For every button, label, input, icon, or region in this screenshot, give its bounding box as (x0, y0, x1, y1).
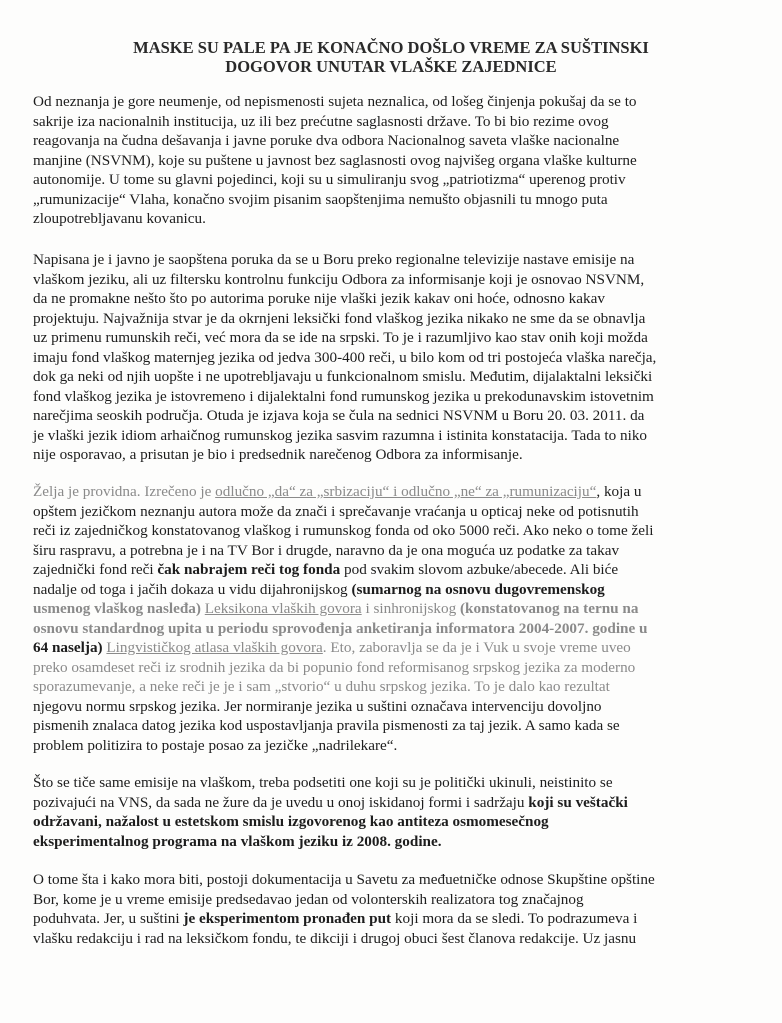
text-line: poduhvata. Jer, u suštini je eksperimentom pronađen put koji mora da se sledi. To podrazumeva i (33, 910, 638, 927)
text-line: održavani, nažalost u estetskom smislu izgovorenog kao antiteza osmomesečnog (33, 813, 549, 830)
text-line: projektuju. Najvažnija stvar je da okrnjeni leksički fond vlaškog jezika nikako ne sme da se obnavlja (33, 309, 646, 327)
text-line: sporazumevanje, a neke reči je je i sam „stvorio“ u duhu srpskog jezika. To je dalo kao rezultat (33, 678, 610, 695)
paragraph-4 (33, 773, 748, 851)
text-line: O tome šta i kako mora biti, postoji dokumentacija u Savetu za međuetničke odnose Skupštine opštine (33, 871, 655, 888)
underlined-phrase: Leksikona vlaških govora (204, 600, 362, 617)
text-line: „rumunizacije“ Vlaha, konačno svojim pisanim saopštenjima nemušto objasnili tu mnogo puta (33, 190, 608, 208)
bold-phrase: koji su veštački (528, 793, 628, 811)
text-line: Želja je providna. Izrečeno je odlučno „da“ za „srbizaciju“ i odlučno „ne“ za „rumunizaciju“, koja u (33, 483, 642, 500)
paragraph-3 (33, 482, 748, 755)
text-line: Od neznanja je gore neumenje, od nepismenosti sujeta neznalica, od lošeg činjenja pokušaj da se to (33, 93, 637, 110)
text-line: eksperimentalnog programa na vlaškom jeziku iz 2008. godine. (33, 832, 442, 850)
text-line: vlaškom jeziku, ali uz filtersku kontrolnu funkciju Odbora za informisanje koji je osnovao NSVNM, (33, 270, 645, 288)
text-line: nadalje od toga i jačih dokaza u vidu dijahronijskog (sumarnog na osnovu dugovremenskog (33, 580, 605, 598)
text-line: preko osamdeset reči iz srodnih jezika da bi popunio fond reformisanog srpskog jezika za moderno (33, 658, 636, 676)
bold-phrase: (sumarnog na osnovu dugovremenskog (351, 580, 605, 598)
title-line-2: DOGOVOR UNUTAR VLAŠKE ZAJEDNICE (225, 57, 557, 76)
text-line: Što se tiče same emisije na vlaškom, treba podsetiti one koji su je politički ukinuli, neistinito se (33, 774, 613, 791)
underlined-phrase: Lingvističkog atlasa vlaških govora (106, 639, 323, 656)
text-line: vlašku redakciju i rad na leksičkom fondu, te dikciji i drugoj obuci šest članova redakcije. Uz jasnu (33, 929, 637, 947)
text-line: reagovanja na čudna dešavanja i javne poruke dva odbora Nacionalnog saveta vlaške nacionalne (33, 132, 620, 149)
paragraph-5 (33, 870, 748, 948)
text-line: nije osporavao, a prisutan je bio i predsednik narečenog Odbora za informisanje. (33, 446, 523, 463)
text-line: fond vlaškog jezika je istovremeno i dijalektalni fond rumunskog jezika u prekodunavskim istovetnim (33, 387, 654, 405)
text-line: da ne promakne nešto što po autorima poruke nije vlaški jezik kakav oni hoće, odnosno kakav (33, 290, 605, 307)
text-line: opštem jezičkom neznanju autora može da znači i sprečavanje vraćanja u opticaj neke od potisnutih (33, 502, 639, 520)
paragraph-1 (33, 92, 748, 229)
text-line: 64 naselja) Lingvističkog atlasa vlaških govora. Eto, zaboravlja se da je i Vuk u svoje vreme uveo (33, 639, 631, 656)
title-line-1: MASKE SU PALE PA JE KONAČNO DOŠLO VREME ZA SUŠTINSKI (133, 38, 649, 57)
text-line: problem politizira to postaje posao za jezičke „nadrilekare“. (33, 736, 398, 754)
bold-phrase: je eksperimentom pronađen put (183, 910, 392, 927)
paragraph-2 (33, 250, 748, 465)
text-line: uz primenu rumunskih reči, već mora da se ide na srpski. To je i razumljivo kao stav onih koji možda (33, 329, 648, 346)
text-line: osnovu standardnog upita u periodu sprovođenja anketiranja informatora 2004-2007. godine u (33, 619, 648, 637)
text-line: je vlaški jezik idiom arhaičnog rumunskog jezika sasvim razumna i istinita konstatacija. Tada to niko (33, 426, 648, 444)
text-line: širu raspravu, a potrebna je i na TV Bor i drugde, naravno da je ona moguća uz podatke za takav (33, 541, 620, 559)
text-line: imaju fond vlaškog maternjeg jezika od jedva 300-400 reči, u bilo kom od tri postojeća vlaška narečja, (33, 348, 657, 366)
underlined-phrase: odlučno „da“ za „srbizaciju“ i odlučno „ne“ za „rumunizaciju“ (215, 483, 597, 500)
text-line: manjine (NSVNM), koje su puštene u javnost bez saglasnosti ovog najvišeg organa vlaške kulturne (33, 151, 637, 169)
text-line: narečjima seoskih područja. Otuda je izjava koja se čula na sednici NSVNM u Boru 20. 03. 2011. da (33, 407, 645, 424)
text-line: njegovu normu srpskog jezika. Jer normiranje jezika u suštini označava intervenciju dovoljno (33, 697, 602, 715)
article-title (40, 38, 742, 76)
text-line: dok ga neki od njih uopšte i ne upotrebljavaju u funkcionalnom smislu. Međutim, dijalaktalni leksički (33, 368, 653, 385)
text-line: autonomije. U tome su glavni pojedinci, koji su u simuliranju svog „patriotizma“ uperenog protiv (33, 171, 626, 188)
text-line: Bor, kome je u vreme emisije predsedavao jedan od volonterskih realizatora tog značajnog (33, 890, 584, 908)
text-line: sakrije iza nacionalnih institucija, uz ili bez prećutne saglasnosti države. To bi bio rezime ovog (33, 112, 609, 130)
text-line: reči iz zajedničkog konstatovanog vlaškog i rumunskog fonda od oko 5000 reči. Ako neko o tome želi (33, 522, 654, 539)
text-line: zajednički fond reči čak nabrajem reči tog fonda pod svakim slovom azbuke/abecede. Ali biće (33, 561, 619, 578)
text-line: usmenog vlaškog nasleđa) Leksikona vlaških govora i sinhronijskog (konstatovanog na ternu na (33, 600, 639, 617)
bold-phrase: čak nabrajem reči tog fonda (157, 561, 341, 578)
text-line: pozivajući na VNS, da sada ne žure da je uvedu u onoj iskidanoj formi i sadržaju koji su veštački (33, 793, 628, 811)
text-line: pismenih znalaca datog jezika kod uspostavljanja pravila pismenosti za taj jezik. A samo kada se (33, 717, 620, 734)
text-line: Napisana je i javno je saopštena poruka da se u Boru preko regionalne televizije nastave emisije na (33, 251, 635, 268)
text-line: zloupotrebljavanu kovanicu. (33, 210, 206, 227)
